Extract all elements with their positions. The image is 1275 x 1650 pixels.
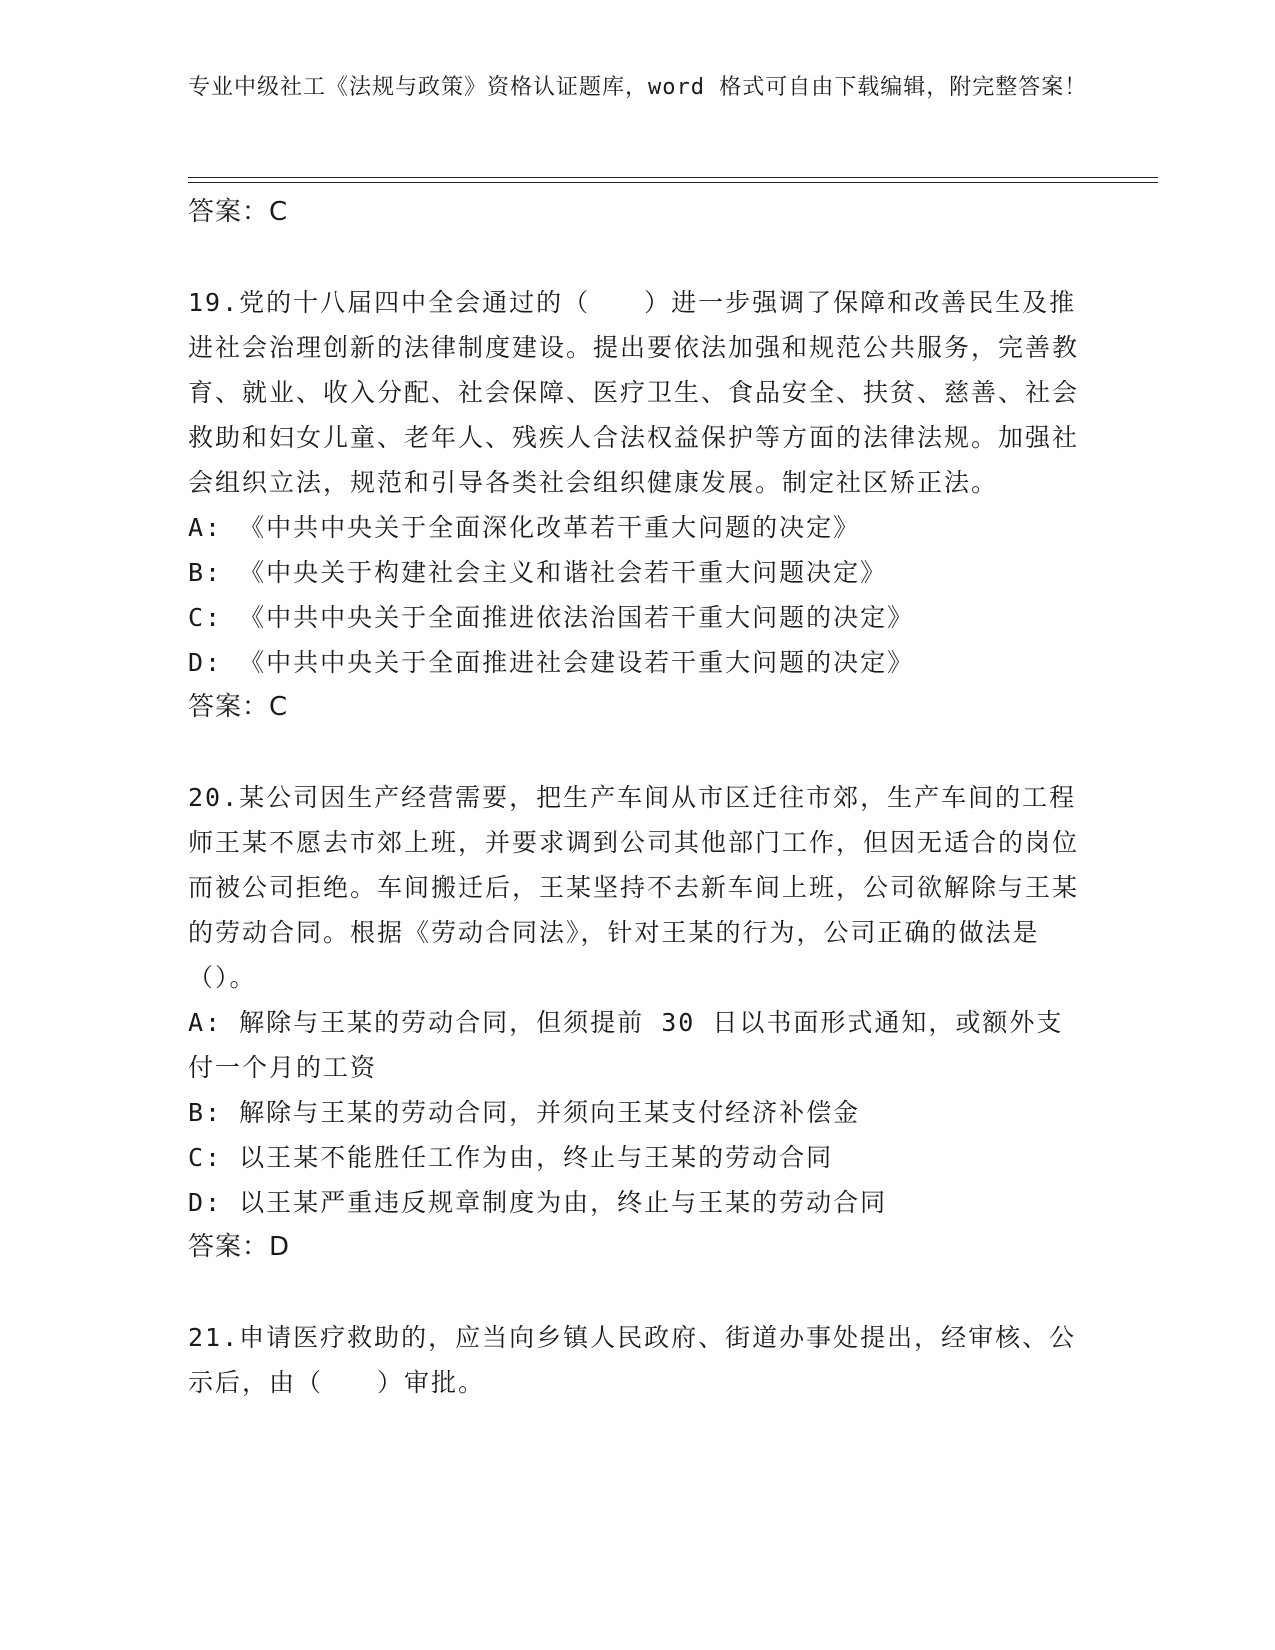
option-d: D: 以王某严重违反规章制度为由，终止与王某的劳动合同 bbox=[188, 1188, 888, 1217]
option-c: C: 《中共中央关于全面推进依法治国若干重大问题的决定》 bbox=[188, 603, 915, 632]
question-19 bbox=[188, 280, 1088, 729]
question-stem: 19.党的十八届四中全会通过的（ ）进一步强调了保障和改善民生及推进社会治理创新的法律制度建设。提出要依法加强和规范公共服务，完善教育、就业、收入分配、社会保障、医疗卫生、食品安全、扶贫、慈善、社会救助和妇女儿童、老年人、残疾人合法权益保护等方面的法律法规。加强社会组织立法，规范和引导各类社会组织健康发展。制定社区矫正法。 bbox=[188, 288, 1080, 497]
header-rule-top bbox=[188, 177, 1158, 178]
option-a: A: 解除与王某的劳动合同，但须提前 30 日以书面形式通知，或额外支付一个月的工资 bbox=[188, 1008, 1064, 1082]
option-b: B: 解除与王某的劳动合同，并须向王某支付经济补偿金 bbox=[188, 1098, 861, 1127]
option-b: B: 《中央关于构建社会主义和谐社会若干重大问题决定》 bbox=[188, 558, 888, 587]
previous-answer: 答案：C bbox=[188, 197, 289, 227]
question-21 bbox=[188, 1315, 1088, 1405]
answer-line: 答案：D bbox=[188, 1232, 291, 1262]
option-a: A: 《中共中央关于全面深化改革若干重大问题的决定》 bbox=[188, 513, 861, 542]
option-d: D: 《中共中央关于全面推进社会建设若干重大问题的决定》 bbox=[188, 648, 915, 677]
option-c: C: 以王某不能胜任工作为由，终止与王某的劳动合同 bbox=[188, 1143, 834, 1172]
answer-line: 答案：C bbox=[188, 692, 289, 722]
document-body bbox=[188, 190, 1088, 1405]
question-20 bbox=[188, 775, 1088, 1269]
question-stem: 20.某公司因生产经营需要，把生产车间从市区迁往市郊，生产车间的工程师王某不愿去市郊上班，并要求调到公司其他部门工作，但因无适合的岗位而被公司拒绝。车间搬迁后，王某坚持不去新车间上班，公司欲解除与王某的劳动合同。根据《劳动合同法》，针对王某的行为，公司正确的做法是（）。 bbox=[188, 783, 1080, 992]
page-header-text: 专业中级社工《法规与政策》资格认证题库，word 格式可自由下载编辑，附完整答案！ bbox=[188, 75, 1088, 100]
header-rule-bottom bbox=[188, 182, 1158, 183]
question-stem: 21.申请医疗救助的，应当向乡镇人民政府、街道办事处提出，经审核、公示后，由（ ）审批。 bbox=[188, 1323, 1077, 1397]
